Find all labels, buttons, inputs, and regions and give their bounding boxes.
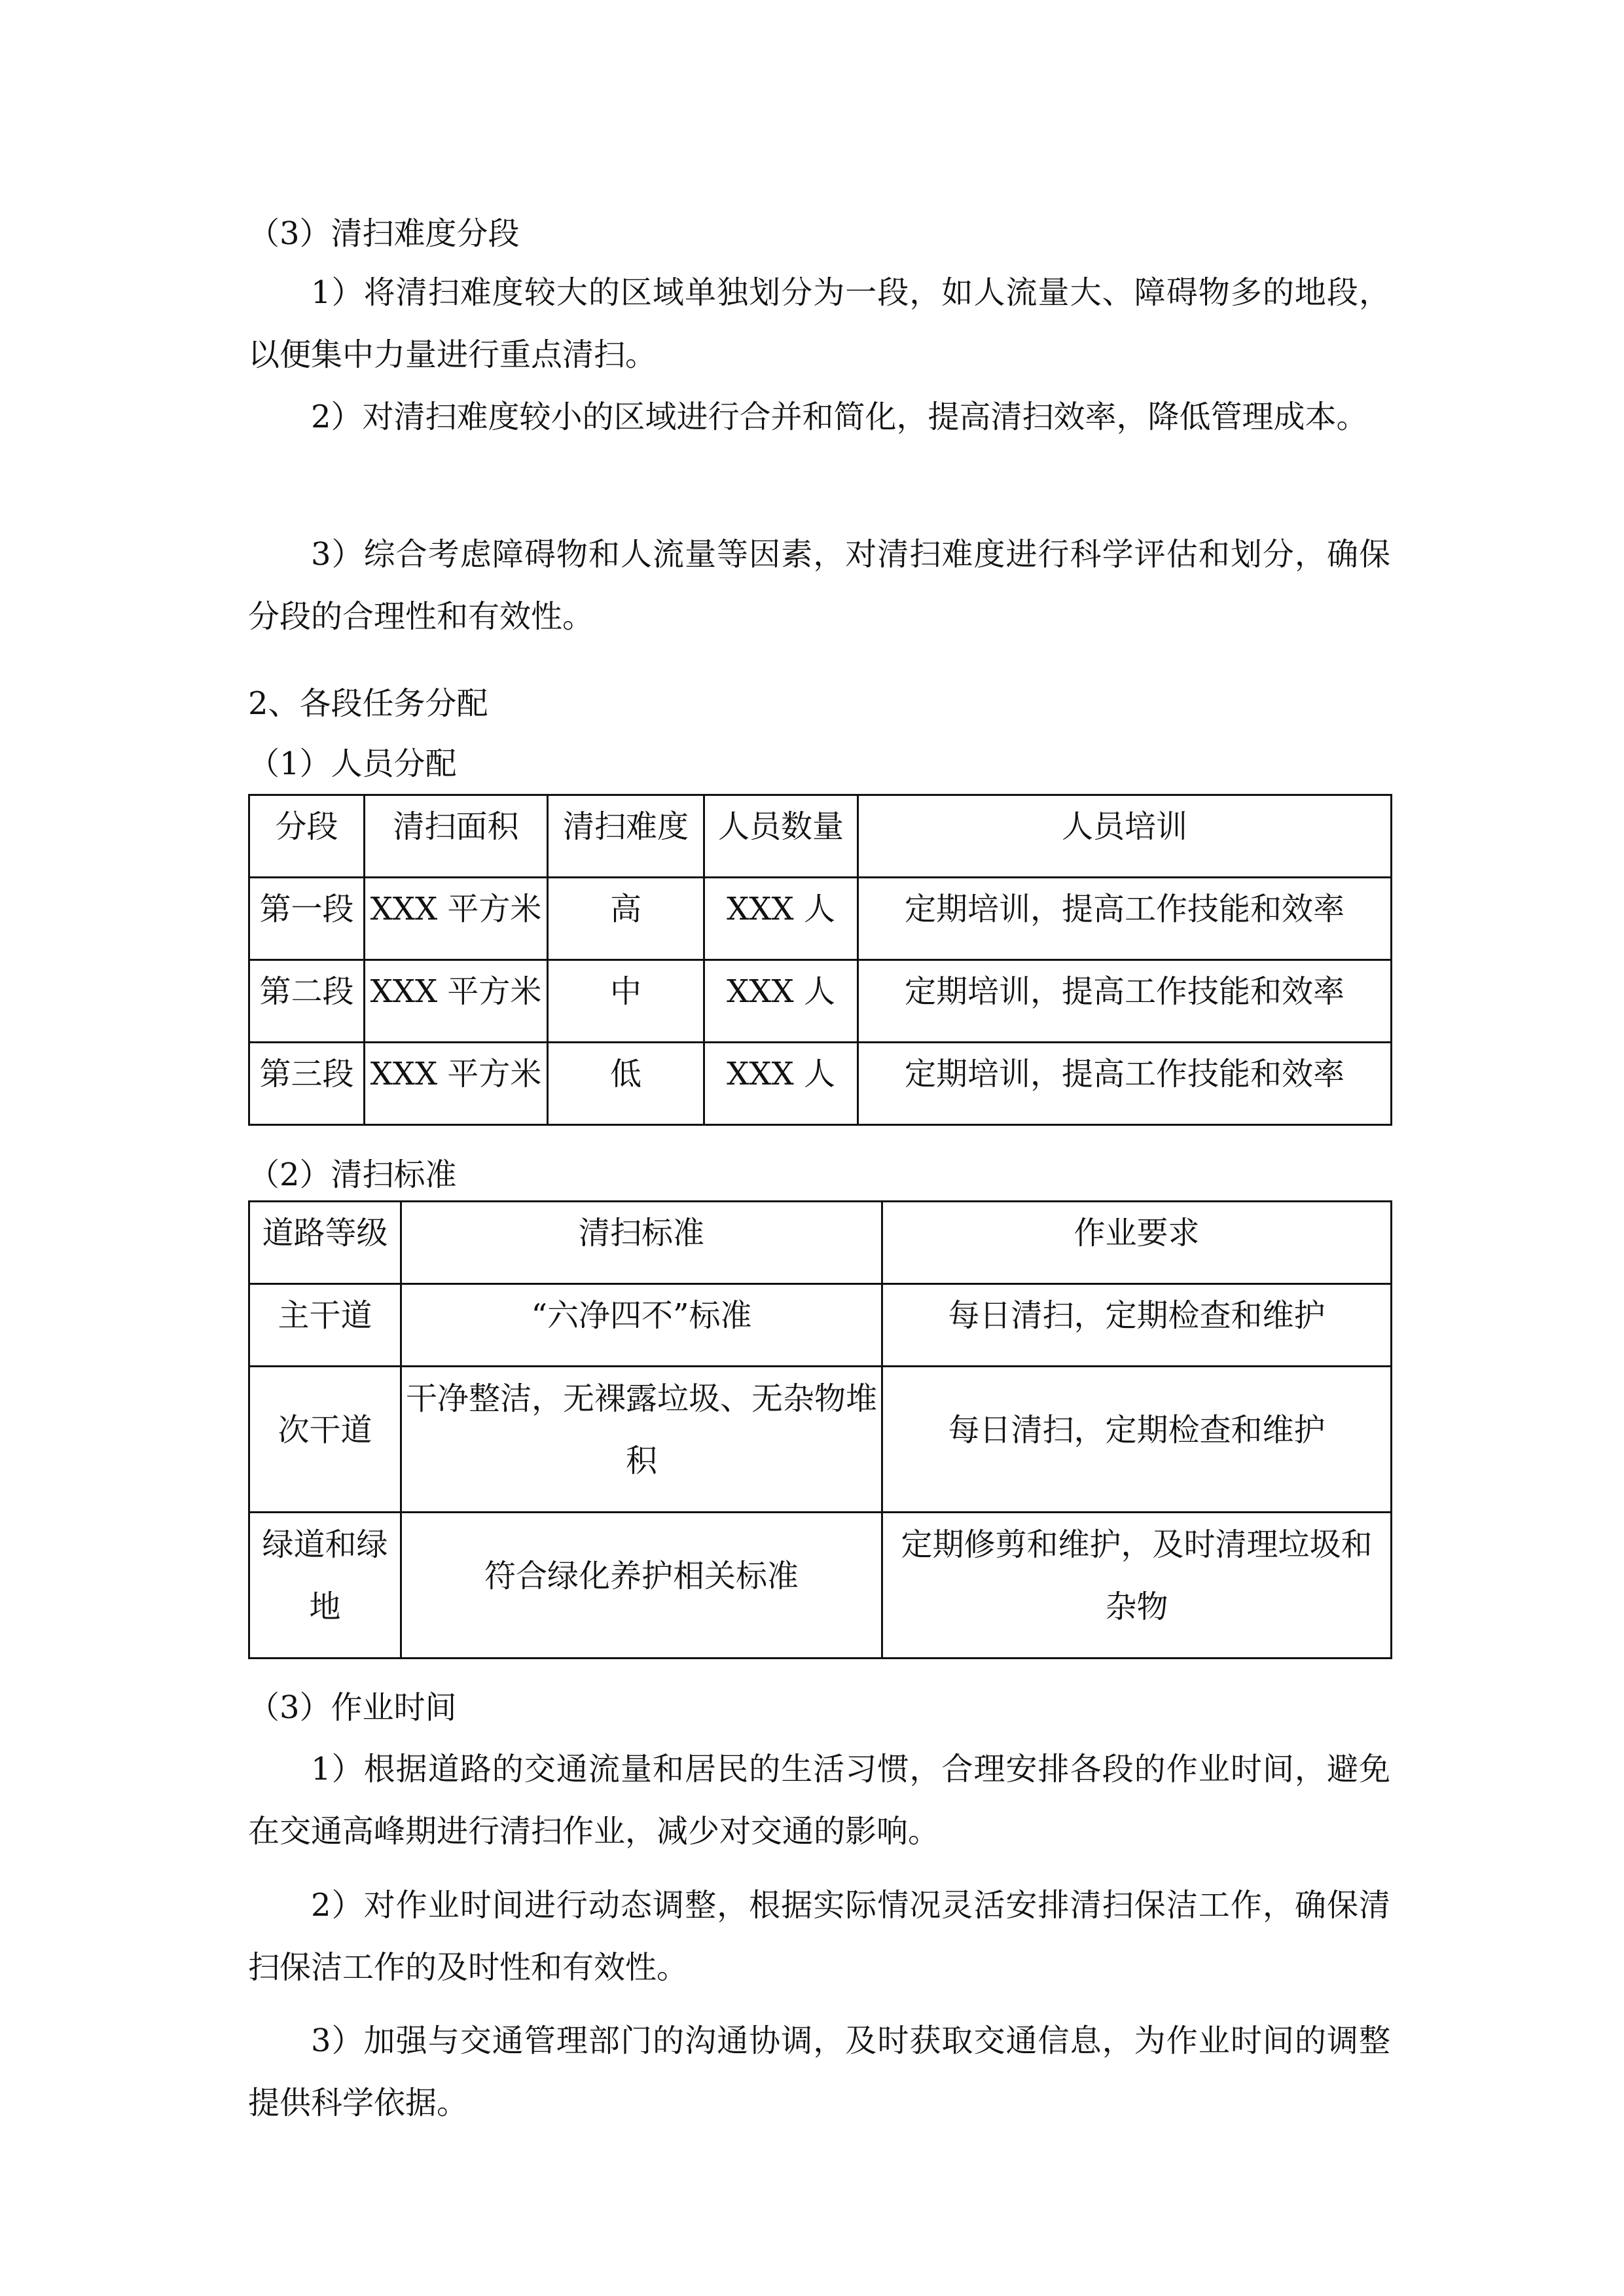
- table-cell: 次干道: [249, 1367, 401, 1513]
- table-cell: 第二段: [249, 960, 365, 1043]
- table-cell: 定期修剪和维护，及时清理垃圾和杂物: [882, 1513, 1392, 1659]
- header-cell: 人员培训: [858, 795, 1392, 878]
- table-cell: 主干道: [249, 1284, 401, 1367]
- paragraph: 1）将清扫难度较大的区域单独划分为一段，如人流量大、障碍物多的地段，以便集中力量进行重点清扫。: [248, 274, 1390, 373]
- table-row: [249, 1513, 1392, 1659]
- header-cell: 清扫难度: [548, 795, 704, 878]
- table-cell: 定期培训，提高工作技能和效率: [858, 878, 1392, 960]
- header-cell: 人员数量: [704, 795, 858, 878]
- table-cell: 定期培训，提高工作技能和效率: [858, 1043, 1392, 1125]
- subheading-staff: （1）人员分配: [248, 745, 457, 782]
- paragraph: 3）加强与交通管理部门的沟通协调，及时获取交通信息，为作业时间的调整提供科学依据。: [248, 2022, 1390, 2121]
- paragraph: 1）根据道路的交通流量和居民的生活习惯，合理安排各段的作业时间，避免在交通高峰期进行清扫作业，减少对交通的影响。: [248, 1751, 1390, 1850]
- table-row: [249, 1043, 1392, 1125]
- table-cell: XXX 人: [704, 1043, 858, 1125]
- table-cell: 符合绿化养护相关标准: [401, 1513, 882, 1659]
- section-heading-task-allocation: 2、各段任务分配: [248, 685, 488, 722]
- table-cell: 中: [548, 960, 704, 1043]
- table-header-row: [249, 795, 1392, 878]
- table-cell: XXX 人: [704, 960, 858, 1043]
- paragraph: 2）对作业时间进行动态调整，根据实际情况灵活安排清扫保洁工作，确保清扫保洁工作的及时性和有效性。: [248, 1887, 1390, 1986]
- table-cell: XXX 平方米: [365, 960, 548, 1043]
- header-cell: 清扫面积: [365, 795, 548, 878]
- table-cell: 定期培训，提高工作技能和效率: [858, 960, 1392, 1043]
- subheading-standard: （2）清扫标准: [248, 1157, 457, 1193]
- standard-table: [248, 1200, 1392, 1659]
- table-row: [249, 1284, 1392, 1367]
- table-row: [249, 960, 1392, 1043]
- section-heading-difficulty: （3）清扫难度分段: [248, 215, 520, 252]
- table-row: [249, 1367, 1392, 1513]
- table-header-row: [249, 1202, 1392, 1284]
- paragraph: 3）综合考虑障碍物和人流量等因素，对清扫难度进行科学评估和划分，确保分段的合理性和有效性。: [248, 536, 1390, 635]
- staff-table: [248, 794, 1392, 1126]
- table-cell: XXX 平方米: [365, 1043, 548, 1125]
- header-cell: 作业要求: [882, 1202, 1392, 1284]
- table-cell: 绿道和绿地: [249, 1513, 401, 1659]
- subheading-time: （3）作业时间: [248, 1689, 457, 1726]
- header-cell: 分段: [249, 795, 365, 878]
- table-cell: 干净整洁，无裸露垃圾、无杂物堆积: [401, 1367, 882, 1513]
- table-cell: 低: [548, 1043, 704, 1125]
- table-cell: “六净四不”标准: [401, 1284, 882, 1367]
- table-cell: 第三段: [249, 1043, 365, 1125]
- table-cell: 每日清扫，定期检查和维护: [882, 1367, 1392, 1513]
- header-cell: 清扫标准: [401, 1202, 882, 1284]
- table-cell: XXX 人: [704, 878, 858, 960]
- table-cell: 高: [548, 878, 704, 960]
- paragraph: 2）对清扫难度较小的区域进行合并和简化，提高清扫效率，降低管理成本。: [311, 399, 1368, 435]
- header-cell: 道路等级: [249, 1202, 401, 1284]
- table-cell: 每日清扫，定期检查和维护: [882, 1284, 1392, 1367]
- table-cell: 第一段: [249, 878, 365, 960]
- table-cell: XXX 平方米: [365, 878, 548, 960]
- table-row: [249, 878, 1392, 960]
